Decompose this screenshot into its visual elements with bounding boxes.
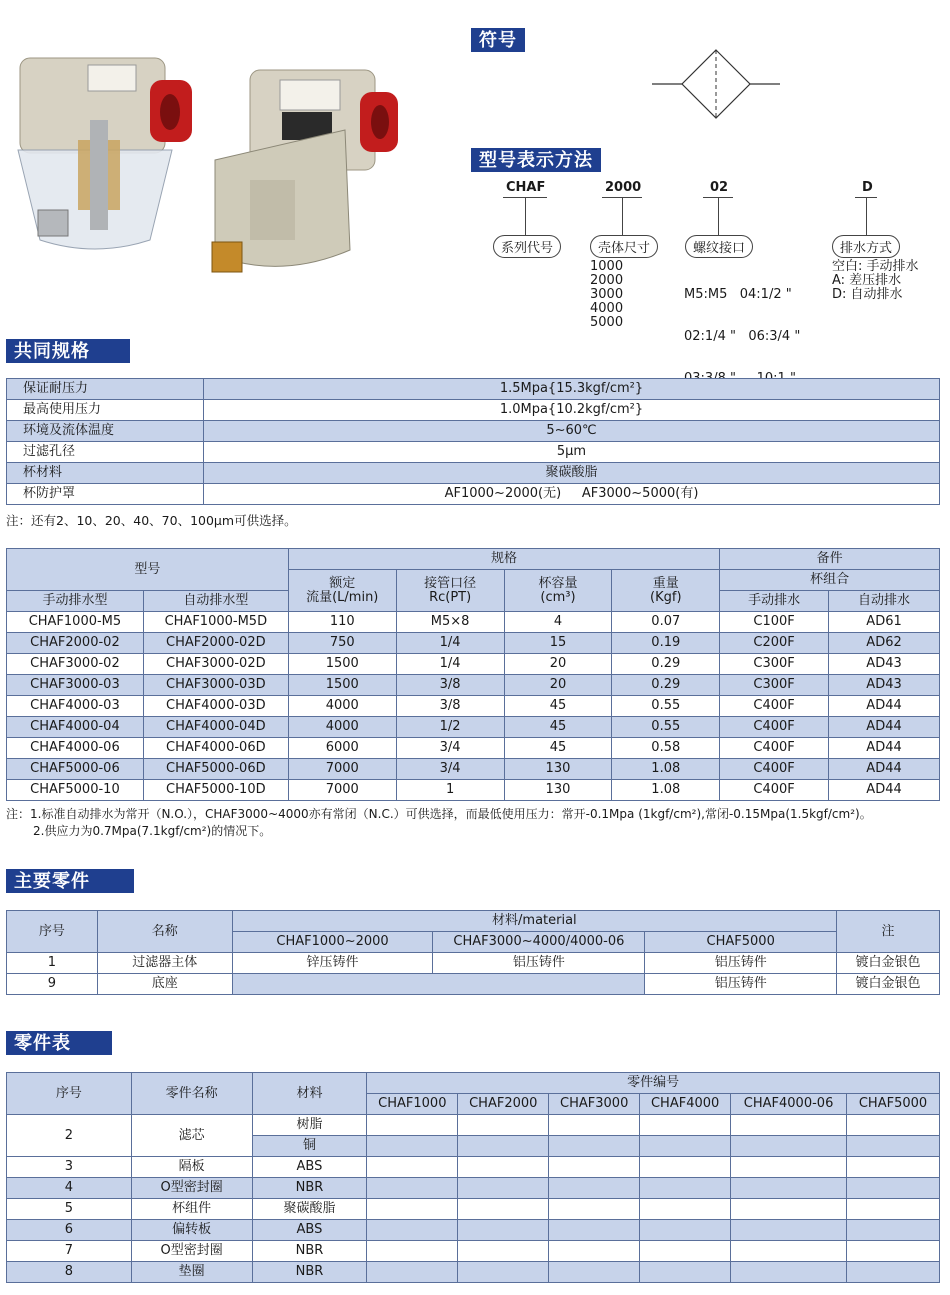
common-spec-label: 保证耐压力: [7, 379, 204, 400]
common-spec-value: 5~60℃: [204, 421, 940, 442]
spec-cell-cup-manual: C400F: [720, 780, 829, 801]
list-row-partno: [847, 1178, 940, 1199]
filter-symbol-icon: [650, 48, 785, 123]
common-note: 注：还有2、10、20、40、70、100μm可供选择。: [6, 513, 297, 528]
spec-table: [6, 548, 940, 801]
parts-header-name: 名称: [97, 911, 232, 953]
list-row-material: 铜: [252, 1136, 367, 1157]
list-header-partno: 零件编号: [367, 1073, 940, 1094]
spec-header-cup-assy: 杯组合: [720, 570, 940, 591]
list-row-material: 聚碳酸脂: [252, 1199, 367, 1220]
spec-cell-manual-model: CHAF4000-03: [7, 696, 144, 717]
spec-header-auto-drain: 自动排水: [829, 591, 940, 612]
list-row-partno: [847, 1199, 940, 1220]
spec-cell-weight: 0.07: [612, 612, 720, 633]
spec-cell-cup-auto: AD44: [829, 696, 940, 717]
spec-cell-cup-manual: C300F: [720, 654, 829, 675]
parts-row-m3: 铝压铸件: [645, 953, 837, 974]
spec-cell-auto-model: CHAF2000-02D: [143, 633, 288, 654]
spec-cell-cup: 20: [504, 654, 612, 675]
spec-cell-port: 1/4: [396, 654, 504, 675]
spec-cell-auto-model: CHAF4000-04D: [143, 717, 288, 738]
list-row-name: 偏转板: [131, 1220, 252, 1241]
spec-cell-cup-auto: AD62: [829, 633, 940, 654]
spec-header-auto-type: 自动排水型: [143, 591, 288, 612]
parts-header-m2: CHAF3000~4000/4000-06: [433, 932, 645, 953]
spec-header-manual-type: 手动排水型: [7, 591, 144, 612]
list-row-partno: [367, 1178, 458, 1199]
spec-cell-cup: 15: [504, 633, 612, 654]
spec-cell-flow: 4000: [288, 717, 396, 738]
parts-row-m1: 锌压铸件: [232, 953, 433, 974]
spec-cell-auto-model: CHAF4000-06D: [143, 738, 288, 759]
list-row-partno: [640, 1199, 731, 1220]
spec-cell-cup-auto: AD61: [829, 612, 940, 633]
list-header-model: CHAF4000-06: [731, 1094, 847, 1115]
spec-cell-port: 3/4: [396, 759, 504, 780]
spec-cell-auto-model: CHAF3000-02D: [143, 654, 288, 675]
spec-cell-port: 1/4: [396, 633, 504, 654]
list-row-partno: [458, 1199, 549, 1220]
parts-header-no: 序号: [7, 911, 98, 953]
drain-options-list: 空白: 手动排水 A: 差压排水 D: 自动排水: [832, 259, 919, 302]
spec-cell-cup-manual: C200F: [720, 633, 829, 654]
spec-cell-weight: 0.58: [612, 738, 720, 759]
list-header-no: 序号: [7, 1073, 132, 1115]
list-row-no: 7: [7, 1241, 132, 1262]
list-row-partno: [458, 1178, 549, 1199]
list-row-no: 4: [7, 1178, 132, 1199]
list-row-partno: [549, 1220, 640, 1241]
drain-label: 排水方式: [832, 235, 900, 258]
common-spec-title: 共同规格: [6, 339, 130, 363]
list-header-model: CHAF5000: [847, 1094, 940, 1115]
list-row-partno: [731, 1157, 847, 1178]
list-row-no: 2: [7, 1115, 132, 1157]
list-row-name: 垫圈: [131, 1262, 252, 1283]
spec-cell-manual-model: CHAF3000-03: [7, 675, 144, 696]
list-row-partno: [549, 1199, 640, 1220]
spec-cell-cup: 45: [504, 717, 612, 738]
list-row-partno: [731, 1178, 847, 1199]
parts-header-note: 注: [837, 911, 940, 953]
spec-cell-auto-model: CHAF5000-06D: [143, 759, 288, 780]
spec-cell-auto-model: CHAF5000-10D: [143, 780, 288, 801]
list-row-partno: [367, 1199, 458, 1220]
parts-list-title: 零件表: [6, 1031, 112, 1055]
list-row-partno: [458, 1220, 549, 1241]
spec-cell-cup: 45: [504, 696, 612, 717]
spec-cell-auto-model: CHAF1000-M5D: [143, 612, 288, 633]
common-spec-value: 1.5Mpa{15.3kgf/cm²}: [204, 379, 940, 400]
thread-code: 02: [710, 180, 729, 195]
spec-cell-cup: 45: [504, 738, 612, 759]
list-row-partno: [847, 1157, 940, 1178]
list-row-partno: [549, 1178, 640, 1199]
thread-options-list: M5:M5 04:1/2 " 02:1/4 " 06:3/4 ": [684, 287, 801, 344]
filter-clear-bowl-photo: [18, 58, 192, 249]
series-code: CHAF: [506, 180, 546, 195]
common-spec-table: [6, 378, 940, 505]
spec-cell-weight: 0.29: [612, 654, 720, 675]
spec-cell-cup: 130: [504, 780, 612, 801]
list-row-partno: [847, 1220, 940, 1241]
common-spec-value: AF1000~2000(无) AF3000~5000(有): [204, 484, 940, 505]
spec-cell-cup-auto: AD44: [829, 738, 940, 759]
spec-cell-weight: 0.19: [612, 633, 720, 654]
spec-header-manual-drain: 手动排水: [720, 591, 829, 612]
spec-cell-flow: 750: [288, 633, 396, 654]
list-row-partno: [549, 1241, 640, 1262]
common-spec-label: 杯材料: [7, 463, 204, 484]
spec-cell-auto-model: CHAF3000-03D: [143, 675, 288, 696]
spec-cell-flow: 7000: [288, 759, 396, 780]
spec-cell-manual-model: CHAF2000-02: [7, 633, 144, 654]
parts-row-m1-m2: [232, 974, 645, 995]
spec-cell-cup-auto: AD44: [829, 717, 940, 738]
list-row-partno: [367, 1157, 458, 1178]
series-label: 系列代号: [493, 235, 561, 258]
parts-row-m2: 铝压铸件: [433, 953, 645, 974]
parts-row-note: 镀白金银色: [837, 953, 940, 974]
list-row-partno: [731, 1241, 847, 1262]
model-title: 型号表示方法: [471, 148, 601, 172]
spec-cell-cup-auto: AD43: [829, 675, 940, 696]
parts-list-table: [6, 1072, 940, 1283]
spec-cell-cup-manual: C100F: [720, 612, 829, 633]
list-row-no: 8: [7, 1262, 132, 1283]
list-row-material: ABS: [252, 1157, 367, 1178]
list-header-model: CHAF1000: [367, 1094, 458, 1115]
spec-cell-cup-auto: AD44: [829, 759, 940, 780]
body-options-list: 1000 2000 3000 4000 5000: [590, 259, 624, 330]
symbol-title: 符号: [471, 28, 525, 52]
list-header-material: 材料: [252, 1073, 367, 1115]
spec-cell-weight: 1.08: [612, 780, 720, 801]
common-spec-value: 聚碳酸脂: [204, 463, 940, 484]
list-row-partno: [731, 1220, 847, 1241]
spec-cell-flow: 110: [288, 612, 396, 633]
spec-cell-port: 3/8: [396, 696, 504, 717]
spec-cell-weight: 0.55: [612, 696, 720, 717]
parts-header-material: 材料/material: [232, 911, 836, 932]
spec-header-port: 接管口径 Rc(PT): [396, 570, 504, 612]
spec-cell-cup-auto: AD43: [829, 654, 940, 675]
spec-cell-cup-manual: C400F: [720, 717, 829, 738]
spec-cell-weight: 1.08: [612, 759, 720, 780]
spec-cell-cup: 4: [504, 612, 612, 633]
list-row-partno: [367, 1220, 458, 1241]
parts-row-no: 9: [7, 974, 98, 995]
common-spec-value: 1.0Mpa{10.2kgf/cm²}: [204, 400, 940, 421]
list-row-partno: [458, 1262, 549, 1283]
list-row-material: NBR: [252, 1178, 367, 1199]
list-row-partno: [731, 1262, 847, 1283]
spec-cell-port: 3/8: [396, 675, 504, 696]
spec-cell-flow: 1500: [288, 675, 396, 696]
spec-cell-port: 1/2: [396, 717, 504, 738]
spec-cell-flow: 4000: [288, 696, 396, 717]
list-row-partno: [458, 1241, 549, 1262]
list-header-model: CHAF4000: [640, 1094, 731, 1115]
spec-header-spec: 规格: [288, 549, 719, 570]
spec-cell-flow: 6000: [288, 738, 396, 759]
drain-code: D: [862, 180, 873, 195]
body-code: 2000: [605, 180, 642, 195]
parts-row-name: 底座: [97, 974, 232, 995]
spec-cell-port: 3/4: [396, 738, 504, 759]
parts-row-no: 1: [7, 953, 98, 974]
spec-cell-cup-manual: C300F: [720, 675, 829, 696]
common-spec-value: 5μm: [204, 442, 940, 463]
list-row-partno: [847, 1241, 940, 1262]
spec-cell-flow: 7000: [288, 780, 396, 801]
parts-header-m3: CHAF5000: [645, 932, 837, 953]
spec-cell-port: 1: [396, 780, 504, 801]
spec-cell-manual-model: CHAF3000-02: [7, 654, 144, 675]
list-row-partno: [640, 1220, 731, 1241]
spec-cell-manual-model: CHAF4000-06: [7, 738, 144, 759]
list-row-partno: [640, 1157, 731, 1178]
parts-header-m1: CHAF1000~2000: [232, 932, 433, 953]
common-spec-label: 最高使用压力: [7, 400, 204, 421]
spec-cell-weight: 0.55: [612, 717, 720, 738]
product-photos: [0, 10, 430, 300]
spec-cell-cup-manual: C400F: [720, 696, 829, 717]
parts-row-name: 过滤器主体: [97, 953, 232, 974]
spec-cell-flow: 1500: [288, 654, 396, 675]
spec-cell-cup-auto: AD44: [829, 780, 940, 801]
spec-cell-manual-model: CHAF4000-04: [7, 717, 144, 738]
list-row-name: 滤芯: [131, 1115, 252, 1157]
list-row-material: NBR: [252, 1262, 367, 1283]
list-row-partno: [847, 1262, 940, 1283]
common-spec-label: 过滤孔径: [7, 442, 204, 463]
spec-cell-cup: 130: [504, 759, 612, 780]
body-label: 壳体尺寸: [590, 235, 658, 258]
common-spec-label: 杯防护罩: [7, 484, 204, 505]
list-row-no: 3: [7, 1157, 132, 1178]
list-row-name: 隔板: [131, 1157, 252, 1178]
spec-cell-cup-manual: C400F: [720, 738, 829, 759]
spec-cell-manual-model: CHAF1000-M5: [7, 612, 144, 633]
list-row-partno: [640, 1178, 731, 1199]
list-row-partno: [549, 1262, 640, 1283]
list-row-partno: [367, 1241, 458, 1262]
list-row-partno: [640, 1262, 731, 1283]
common-spec-label: 环境及流体温度: [7, 421, 204, 442]
spec-header-cup: 杯容量 (cm³): [504, 570, 612, 612]
parts-row-note: 镀白金银色: [837, 974, 940, 995]
list-header-name: 零件名称: [131, 1073, 252, 1115]
list-row-name: 杯组件: [131, 1199, 252, 1220]
parts-table: [6, 910, 940, 995]
list-row-name: O型密封圈: [131, 1241, 252, 1262]
spec-cell-cup-manual: C400F: [720, 759, 829, 780]
list-row-name: O型密封圈: [131, 1178, 252, 1199]
list-row-partno: [458, 1157, 549, 1178]
list-row-no: 5: [7, 1199, 132, 1220]
list-row-material: 树脂: [252, 1115, 367, 1136]
list-row-partno: [640, 1241, 731, 1262]
list-row-partno: [549, 1157, 640, 1178]
list-row-partno: [367, 1262, 458, 1283]
list-row-no: 6: [7, 1220, 132, 1241]
spec-cell-auto-model: CHAF4000-03D: [143, 696, 288, 717]
spec-note-1: 注：1.标准自动排水为常开（N.O.），CHAF3000~4000亦有常闭（N.C.）可供选择，而最低使用压力：常开-0.1Mpa (1kgf/cm²),常闭-0.15Mpa(1.5kgf/cm²)。: [6, 807, 872, 821]
spec-header-model: 型号: [7, 549, 289, 591]
spec-cell-port: M5×8: [396, 612, 504, 633]
parts-row-m3: 铝压铸件: [645, 974, 837, 995]
spec-cell-manual-model: CHAF5000-10: [7, 780, 144, 801]
filter-metal-guard-photo: [212, 70, 398, 272]
spec-header-weight: 重量 (Kgf): [612, 570, 720, 612]
thread-label: 螺纹接口: [685, 235, 753, 258]
list-header-model: CHAF3000: [549, 1094, 640, 1115]
spec-cell-manual-model: CHAF5000-06: [7, 759, 144, 780]
spec-cell-weight: 0.29: [612, 675, 720, 696]
list-row-partno: [731, 1199, 847, 1220]
spec-header-flow: 额定 流量(L/min): [288, 570, 396, 612]
spec-header-spare: 备件: [720, 549, 940, 570]
list-row-material: NBR: [252, 1241, 367, 1262]
parts-title: 主要零件: [6, 869, 134, 893]
spec-note-2: 2.供应力为0.7Mpa(7.1kgf/cm²)的情况下。: [33, 824, 272, 838]
list-row-material: ABS: [252, 1220, 367, 1241]
spec-cell-cup: 20: [504, 675, 612, 696]
list-header-model: CHAF2000: [458, 1094, 549, 1115]
